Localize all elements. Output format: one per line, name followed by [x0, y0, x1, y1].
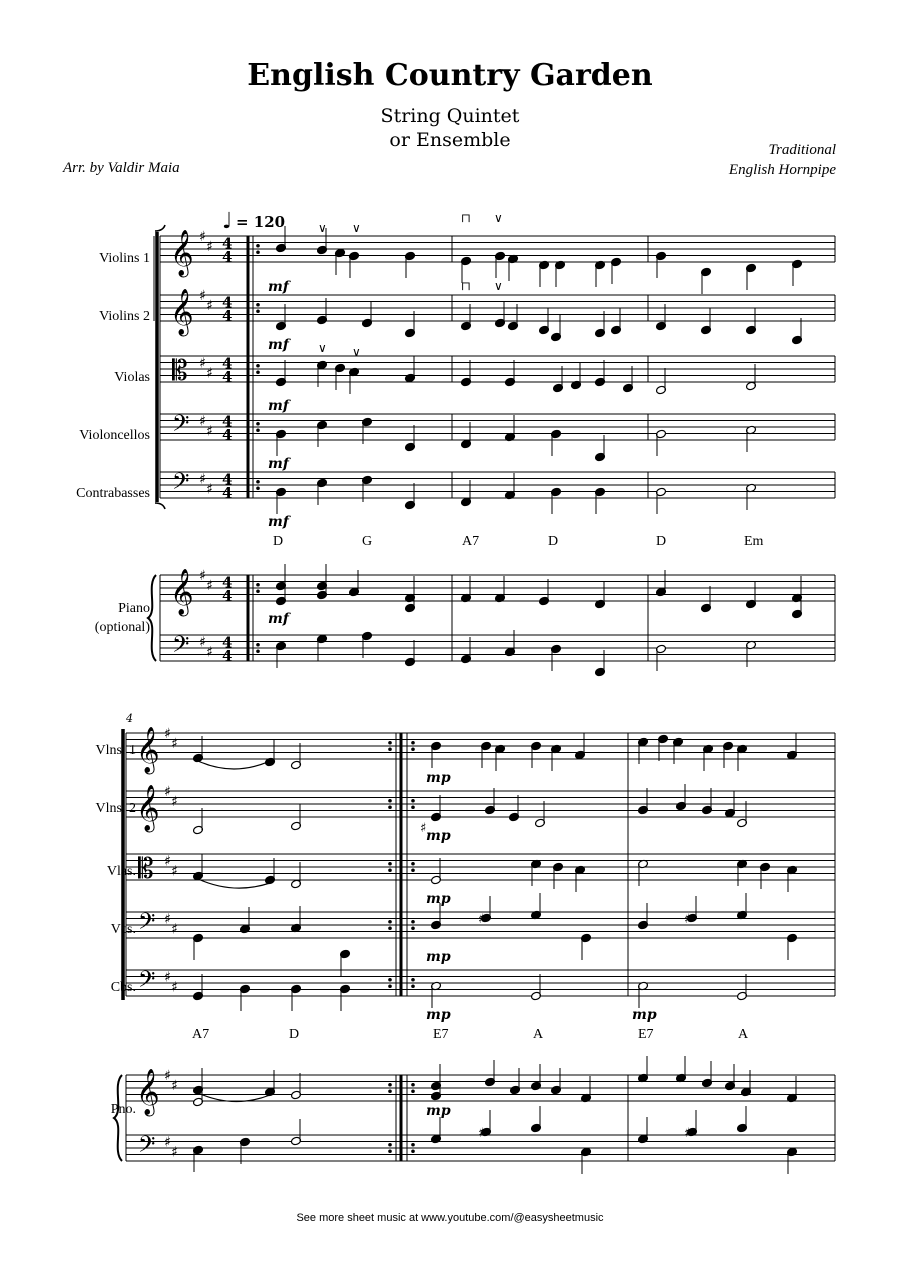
dynamic-mf-cb: mf: [268, 514, 289, 530]
treble-clef-icon: 𝄞: [136, 1069, 160, 1115]
tempo-note-icon: ♩: [222, 209, 233, 234]
bass-clef-icon: 𝄢: [172, 469, 190, 500]
label-cbs: Cbs.: [110, 980, 136, 995]
repeat-dot: [256, 422, 260, 426]
chord-symbol: E7: [433, 1027, 449, 1042]
score-title: English Country Garden: [247, 58, 653, 93]
chord-symbol: D: [548, 534, 559, 549]
label-piano-optional: (optional): [94, 620, 150, 635]
time-signature: 4: [222, 647, 233, 665]
treble-clef-icon: 𝄞: [170, 289, 194, 335]
chord-symbol: D: [289, 1027, 300, 1042]
chord-symbol: E7: [638, 1027, 654, 1042]
sharp-icon: ♯: [171, 1077, 178, 1094]
chord-symbol: Em: [744, 534, 764, 549]
sharp-icon: ♯: [199, 471, 206, 488]
repeat-dot: [388, 984, 392, 988]
up-bow-icon: ∨: [352, 221, 361, 235]
down-bow-icon: ⊓: [461, 279, 472, 293]
repeat-dot: [411, 805, 415, 809]
sharp-icon: ♯: [478, 1126, 485, 1141]
repeat-dot: [388, 926, 392, 930]
bass-clef-icon: 𝄢: [172, 632, 190, 663]
sharp-icon: ♯: [206, 238, 213, 255]
chord-symbol: G: [362, 534, 373, 549]
repeat-dot: [411, 1089, 415, 1093]
repeat-dot: [411, 741, 415, 745]
label-piano: Piano: [118, 601, 150, 616]
up-bow-icon: ∨: [352, 345, 361, 359]
sharp-icon: ♯: [164, 784, 171, 800]
label-violins-1: Violins 1: [99, 251, 150, 266]
repeat-dot: [411, 862, 415, 866]
repeat-dot: [256, 244, 260, 248]
notation-layer: [114, 211, 835, 1174]
time-signature: 4: [222, 368, 233, 386]
repeat-dot: [388, 862, 392, 866]
sharp-icon: ♯: [199, 634, 206, 651]
footer-link-text: See more sheet music at www.youtube.com/@easysheetmusic: [296, 1212, 604, 1224]
repeat-dot: [388, 920, 392, 924]
label-violins-2: Violins 2: [99, 309, 150, 324]
up-bow-icon: ∨: [318, 221, 327, 235]
sharp-icon: ♯: [171, 979, 178, 996]
slur: [198, 761, 270, 769]
dynamic-mf-vla: mf: [268, 398, 289, 414]
dynamic-mp-piano: mp: [426, 1103, 451, 1119]
treble-clef-icon: 𝄞: [136, 727, 160, 773]
repeat-dot: [411, 926, 415, 930]
repeat-dot: [411, 1149, 415, 1153]
repeat-dot: [388, 1083, 392, 1087]
arranger-credit: Arr. by Valdir Maia: [63, 160, 180, 176]
dynamic-mf-vln1: mf: [268, 279, 289, 295]
dynamic-mp-vla: mp: [426, 891, 451, 907]
treble-clef-icon: 𝄞: [170, 230, 194, 276]
time-signature: 4: [222, 234, 233, 253]
label-vlns-2: Vlns. 2: [95, 801, 136, 816]
repeat-dot: [256, 364, 260, 368]
sharp-icon: ♯: [171, 793, 178, 810]
sharp-icon: ♯: [206, 577, 213, 594]
tempo-marking: = 120: [236, 213, 286, 231]
chord-symbol: A7: [462, 534, 480, 549]
sharp-icon: ♯: [171, 1144, 178, 1161]
alto-clef-icon: 𝄡: [138, 852, 154, 885]
sharp-icon: ♯: [199, 355, 206, 372]
time-signature: 4: [222, 248, 233, 266]
sharp-icon: ♯: [164, 853, 171, 870]
dynamic-mf-piano: mf: [268, 611, 289, 627]
sharp-icon: ♯: [684, 1126, 691, 1141]
sharp-icon: ♯: [171, 735, 178, 752]
dynamic-mp-vc: mp: [426, 949, 451, 965]
repeat-dot: [388, 1089, 392, 1093]
sharp-icon: ♯: [199, 568, 206, 584]
treble-clef-icon: 𝄞: [136, 785, 160, 831]
repeat-dot: [256, 428, 260, 432]
sharp-icon: ♯: [420, 821, 427, 836]
repeat-dot: [411, 1083, 415, 1087]
sharp-icon: ♯: [199, 413, 206, 430]
subtitle-line-2: or Ensemble: [389, 129, 511, 151]
sharp-icon: ♯: [206, 644, 213, 661]
dynamic-mp-vln2: mp: [426, 828, 451, 844]
label-contrabasses: Contrabasses: [76, 486, 150, 501]
sharp-icon: ♯: [164, 1068, 171, 1084]
repeat-dot: [256, 486, 260, 490]
repeat-dot: [256, 303, 260, 307]
measure-number: 4: [126, 712, 133, 725]
sharp-icon: ♯: [206, 297, 213, 314]
piano-brace: [148, 575, 156, 661]
repeat-dot: [256, 589, 260, 593]
time-signature: 4: [222, 354, 233, 373]
repeat-dot: [256, 370, 260, 374]
dynamic-mp-cb: mp: [426, 1007, 451, 1023]
chord-symbol: D: [656, 534, 667, 549]
alto-clef-icon: 𝄡: [172, 354, 188, 387]
repeat-dot: [388, 805, 392, 809]
repeat-dot: [388, 868, 392, 872]
dynamic-mp-vln1: mp: [426, 770, 451, 786]
dynamic-mp-cb-2: mp: [632, 1007, 657, 1023]
subtitle-line-1: String Quintet: [380, 105, 520, 127]
repeat-dot: [256, 643, 260, 647]
repeat-dot: [411, 978, 415, 982]
time-signature: 4: [222, 412, 233, 431]
repeat-dot: [256, 649, 260, 653]
sharp-icon: ♯: [164, 911, 171, 928]
bass-clef-icon: 𝄢: [138, 967, 156, 998]
repeat-dot: [411, 1143, 415, 1147]
time-signature: 4: [222, 484, 233, 502]
bass-clef-icon: 𝄢: [172, 411, 190, 442]
time-signature: 4: [222, 633, 233, 652]
label-pno: Pno.: [110, 1102, 136, 1117]
repeat-dot: [411, 920, 415, 924]
time-signature: 4: [222, 426, 233, 444]
treble-clef-icon: 𝄞: [170, 569, 194, 615]
chord-symbol: A7: [192, 1027, 210, 1042]
bracket-hook: [155, 225, 165, 231]
label-vlas: Vlas.: [106, 864, 136, 879]
repeat-dot: [411, 868, 415, 872]
repeat-dot: [256, 250, 260, 254]
sharp-icon: ♯: [164, 969, 171, 986]
sharp-icon: ♯: [164, 726, 171, 742]
sharp-icon: ♯: [206, 481, 213, 498]
repeat-dot: [388, 741, 392, 745]
bracket-hook: [155, 503, 165, 509]
sharp-icon: ♯: [206, 423, 213, 440]
sharp-icon: ♯: [684, 912, 691, 927]
chord-symbol: A: [533, 1027, 544, 1042]
time-signature: 4: [222, 573, 233, 592]
sharp-icon: ♯: [206, 365, 213, 382]
repeat-dot: [388, 747, 392, 751]
sharp-icon: ♯: [171, 863, 178, 880]
composer-line-1: Traditional: [768, 142, 836, 158]
repeat-dot: [256, 309, 260, 313]
chord-symbol: D: [273, 534, 284, 549]
repeat-dot: [388, 978, 392, 982]
repeat-dot: [411, 984, 415, 988]
sharp-icon: ♯: [199, 229, 206, 245]
up-bow-icon: ∨: [494, 211, 503, 225]
time-signature: 4: [222, 470, 233, 489]
piano-brace: [114, 1075, 122, 1161]
up-bow-icon: ∨: [318, 341, 327, 355]
sharp-icon: ♯: [171, 921, 178, 938]
time-signature: 4: [222, 587, 233, 605]
label-violas: Violas: [114, 370, 150, 385]
time-signature: 4: [222, 293, 233, 312]
time-signature: 4: [222, 307, 233, 325]
down-bow-icon: ⊓: [461, 211, 472, 225]
repeat-dot: [256, 583, 260, 587]
bass-clef-icon: 𝄢: [138, 1132, 156, 1163]
repeat-dot: [411, 747, 415, 751]
repeat-dot: [388, 1143, 392, 1147]
dynamic-mf-vln2: mf: [268, 337, 289, 353]
repeat-dot: [411, 799, 415, 803]
label-vcs: Vcs.: [110, 922, 136, 937]
repeat-dot: [256, 480, 260, 484]
label-violoncellos: Violoncellos: [79, 428, 150, 443]
composer-line-2: English Hornpipe: [728, 162, 836, 178]
sharp-icon: ♯: [164, 1134, 171, 1151]
up-bow-icon: ∨: [494, 279, 503, 293]
bass-clef-icon: 𝄢: [138, 909, 156, 940]
label-vlns-1: Vlns. 1: [95, 743, 136, 758]
chord-symbol: A: [738, 1027, 749, 1042]
sharp-icon: ♯: [478, 912, 485, 927]
sharp-icon: ♯: [199, 288, 206, 304]
dynamic-mf-vc: mf: [268, 456, 289, 472]
repeat-dot: [388, 1149, 392, 1153]
repeat-dot: [388, 799, 392, 803]
